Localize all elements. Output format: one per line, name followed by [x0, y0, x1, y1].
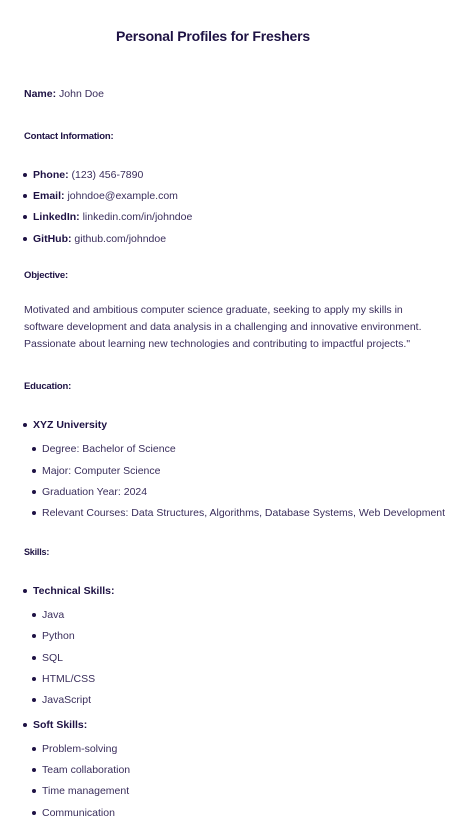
linkedin-value: linkedin.com/in/johndoe [82, 211, 193, 223]
soft-skill-item: Team collaboration [42, 764, 131, 776]
technical-skill-item: SQL [42, 652, 64, 664]
page-title: Personal Profiles for Freshers [116, 28, 310, 44]
email-label: Email: [33, 190, 65, 202]
name-value: John Doe [59, 88, 104, 100]
education-institution: XYZ University [33, 419, 108, 431]
technical-skill-item: JavaScript [42, 694, 92, 706]
soft-skills-label: Soft Skills: [33, 719, 88, 731]
phone-value: (123) 456-7890 [71, 169, 144, 181]
objective-text: Motivated and ambitious computer science graduate, seeking to apply my skills in software development and data analysis in a challenging and innovative environment. Passionate about learning new technologies and contributing to impactful projects." [24, 304, 422, 350]
technical-skill-item: Python [42, 630, 75, 642]
email-value: johndoe@example.com [67, 190, 178, 202]
name-line [24, 87, 104, 101]
education-detail: Relevant Courses: Data Structures, Algorithms, Database Systems, Web Development [42, 507, 446, 519]
linkedin-label: LinkedIn: [33, 211, 80, 223]
name-label: Name: [24, 88, 57, 100]
contact-heading: Contact Information: [24, 131, 114, 142]
contact-github [33, 232, 166, 246]
objective-heading: Objective: [24, 270, 68, 281]
technical-skill-item: HTML/CSS [42, 673, 96, 685]
soft-skill-item: Problem-solving [42, 743, 118, 755]
phone-label: Phone: [33, 169, 69, 181]
soft-skill-item: Time management [42, 785, 130, 797]
education-detail: Major: Computer Science [42, 465, 161, 477]
contact-linkedin [33, 210, 192, 224]
education-detail: Graduation Year: 2024 [42, 486, 148, 498]
skills-heading: Skills: [24, 547, 50, 557]
contact-email [33, 189, 178, 203]
soft-skill-item: Communication [42, 807, 115, 819]
github-value: github.com/johndoe [74, 233, 167, 245]
education-heading: Education: [24, 381, 72, 392]
education-detail: Degree: Bachelor of Science [42, 443, 176, 455]
contact-phone [33, 168, 143, 182]
technical-skills-label: Technical Skills: [33, 585, 115, 597]
github-label: GitHub: [33, 233, 72, 245]
technical-skill-item: Java [42, 609, 65, 621]
